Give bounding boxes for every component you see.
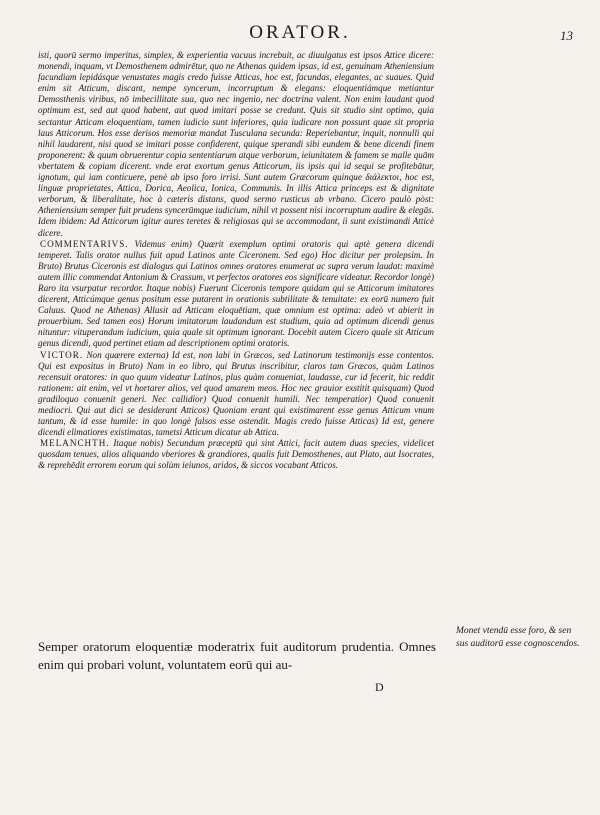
commentary-paragraph xyxy=(38,350,434,439)
commentator-label: COMMENTARIVS. xyxy=(40,238,129,249)
commentator-label: VICTOR. xyxy=(40,349,84,360)
commentator-label: MELANCHTH. xyxy=(40,438,110,449)
main-text: Semper oratorum eloquentiæ moderatrix fuit auditorum prudentia. Omnes enim qui probari volunt, voluntatem eorū qui au- xyxy=(38,639,436,672)
commentary-text: Videmus enim) Quærit exemplum optimi oratoris qui aptè genera dicendi temperet. Talis orator nullus fuit apud Latinos ante Ciceronem. Sed ego) Hoc dicitur per prolepsim. In Bruto) Brutus Ciceronis est dialogus qui Latinos omnes oratores enumerat ac supra verum laudat: maximè autem illic commendat Antonium & Crassum, vt perfectos oratores eos significare videatur. Recordor longè) Raro ita vsurpatur recordor. Itaque nobis) Fuerunt Ciceronis tempore quidam qui se Atticorum imitatores dicerent, Atticúmque genus positum esse putarent in orationis subtilitate & tenuitate: ex eorū numero fuit Caluus. Quod ne Athenas) Allusit ad Atticam eloquētiam, quæ omnium est optima: adeò vt abierit in prouerbium. Sed tamen eos) Horum imitatorum laudandum est studium, quia ad optimum dicendi genus nituntur: vituperandum iudicium, quia quale sit optimum ignorant. Docebit autem Cicero quale sit Atticum genus dicendi, quod pertinet etiam ad descriptionem optimi oratoris. xyxy=(38,238,434,349)
running-title: ORATOR. xyxy=(249,22,351,43)
commentary-paragraph xyxy=(38,438,434,471)
commentary-text: Non quærere externa) Id est, non labi in Græcos, sed Latinorum testimonijs esse contentos. Qui est expositus in Bruto) Nam in eo libro, qui Brutus inscribitur, claros tam Græcos, quàm Latinos recensuit oratores: in quo quum videatur Latinos, plus quàm conueniat, laudasse, cur id fecerit, hic reddit rationem: ait enim, vel vt hortarer alios, vel quod amarem meos. Hoc nec grauior exstitit quisquam) Quod gradiloquo conuenit generi. Nec callidior) Quod conuenit humili. Nec temperatior) Quod conuenit mediocri. Qui aut dici se desiderant Atticos) Quoniam erant qui existimarent esse genus Atticum vnum tantum, & id esse humile: in quo longè falsos esse ostendit. Magis credo fuisse Atticas) Id est, genere dicendi elimatiores existimatas, tametsi Atticum dicatur ab Attica. xyxy=(38,349,435,438)
marginal-note: Monet vtendū esse foro, & sen sus auditorū esse cognoscendos. xyxy=(456,626,580,649)
commentary-block xyxy=(38,50,434,472)
commentary-paragraph xyxy=(38,239,434,350)
commentary-text: Itaque nobis) Secundum præceptū qui sint Attici, facit autem duas species, videlicet quosdam tenues, alios aliquando vberiores & grandiores, qualis fuit Demosthenes, aut Plato, aut Isocrates, & reprehēdit errorem eorum qui solùm ieiunos, aridos, & siccos vocabant Atticos. xyxy=(38,438,435,471)
commentary-paragraph: isti, quorū sermo imperitus, simplex, & experientia vacuus increbuit, ac diuulgatus est ipsos Attice dicere: monendi, inquam, vt Demosthenem admirētur, quo ne Athenas quidem ipsas, id est, genuinam Atheniensium facundiam lepidásque venustates magis credo fuisse Atticas, hoc est, facundas, elegantes, ac suaues. Quid enim sit Atticum, discant, nempe syncerum, incorruptum & elegans: eloquentiámque metiantur Demosthenis viribus, nō imbecillitate sua, quo nec ingenio, nec doctrina valent. Non enim laudant quod optimum est, sed aut quod habent, aut quod imitari posse se credunt. Quis sit studio sint optimo, quia sectantur Atticam eloquentiam, tamen iudicio sunt inferiores, quia iudicare non possunt quae sit propria laus Atticorum. Hos esse derisos memoriæ mandat Tusculana secunda: Reperiebantur, inquit, nonnulli qui nihil laudarent, nisi quod se imitari posse confiderent, quique sperandi sibi eundem & bene dicendi finem proponerent: & quum obruerentur copia sententiarum atque verborum, ieiunitatem & famem se malle quām vbertatem & copiam dicerent. vnde erat exortum genus Atticorum, iis ipsis qui id sequi se profitebātur, ignotum, qui iam conticuere, penè ab ipso foro irrisi. Sunt autem Græcorum quinque διάλεκτοι, hoc est, linguæ proprietates, Attica, Dorica, Aeolica, Ionica, Communis. In illis Attica princeps est & dignitate verborum, & liberalitate, hoc à cæteris distans, quod sermo rusticus ab vrbano. Cicero paulò pòst: Atheniensium semper fuit prudens syncerūmque iudicium, nihil vt possent nisi incorruptum audire & elegās. Idem ibidem: Ad Atticorum igitur aures teretes & religiosas qui se accommodant, ii sunt existimandi Atticè dicere. xyxy=(38,50,434,238)
catchword: D xyxy=(375,680,384,694)
page-number: 13 xyxy=(560,28,573,43)
